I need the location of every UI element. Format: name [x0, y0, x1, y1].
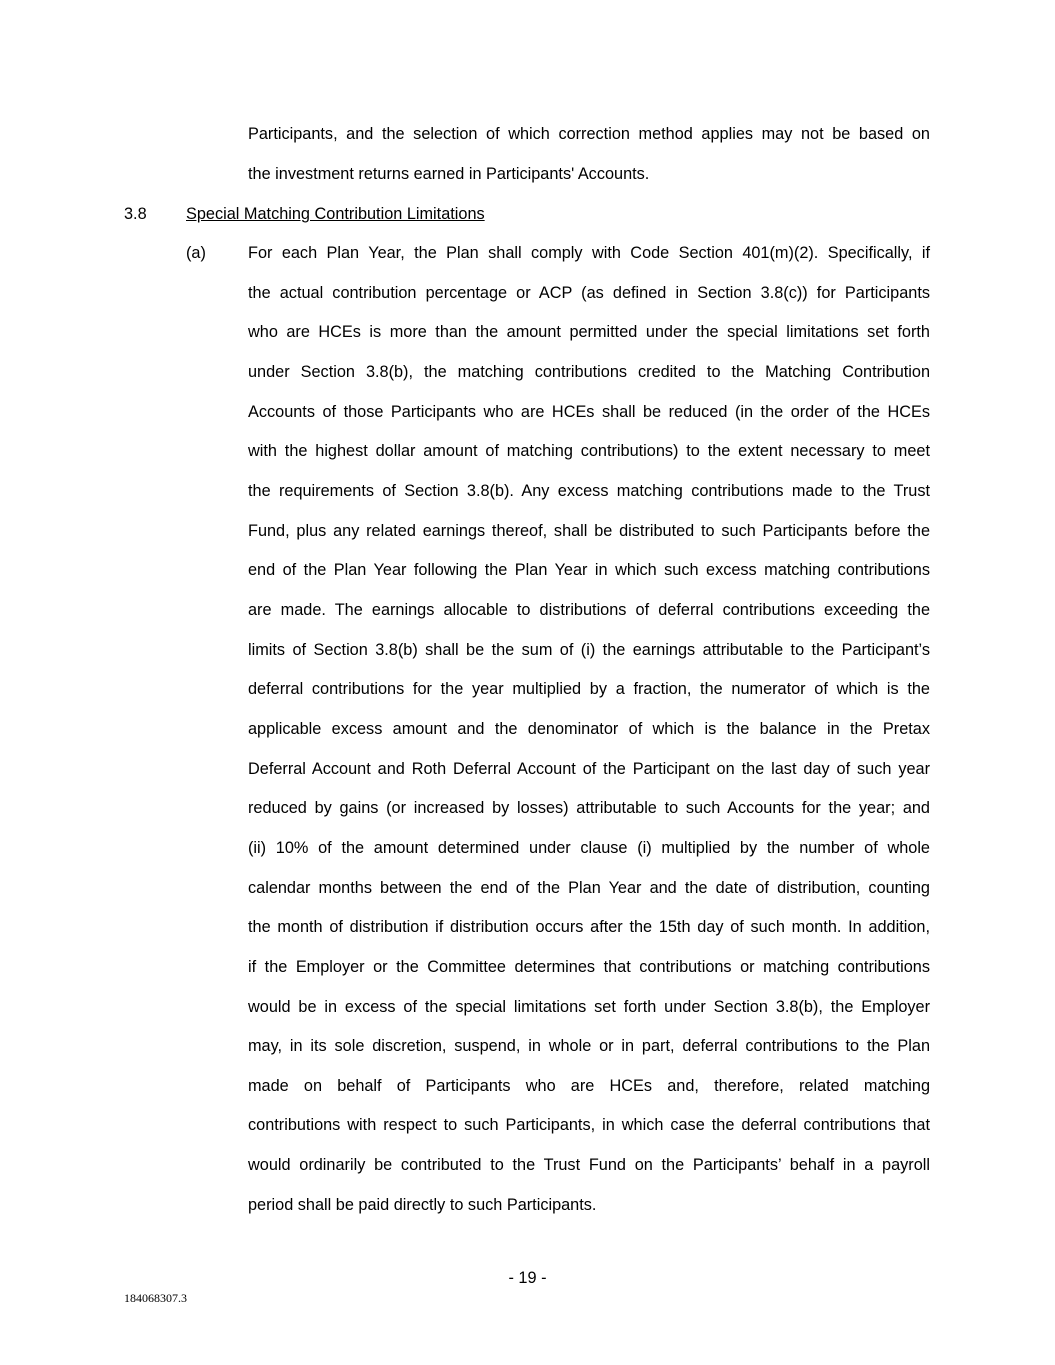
body-line: Deferral Account and Roth Deferral Account of the Participant on the last day of such year: [248, 760, 930, 778]
body-line: the actual contribution percentage or ACP (as defined in Section 3.8(c)) for Participants: [248, 284, 930, 302]
continuation-line-1: Participants, and the selection of which correction method applies may not be based on: [248, 125, 930, 143]
subsection-label: (a): [186, 244, 206, 262]
body-line: would ordinarily be contributed to the Trust Fund on the Participants’ behalf in a payroll: [248, 1156, 930, 1174]
body-line: with the highest dollar amount of matching contributions) to the extent necessary to meet: [248, 442, 930, 460]
document-id: 184068307.3: [124, 1291, 187, 1305]
section-title: Special Matching Contribution Limitations: [186, 205, 485, 223]
body-line: limits of Section 3.8(b) shall be the sum of (i) the earnings attributable to the Participant’s: [248, 641, 930, 659]
body-line: would be in excess of the special limitations set forth under Section 3.8(b), the Employer: [248, 998, 930, 1016]
body-line: Fund, plus any related earnings thereof, shall be distributed to such Participants before the: [248, 522, 930, 540]
section-number: 3.8: [124, 205, 147, 223]
body-line: if the Employer or the Committee determines that contributions or matching contributions: [248, 958, 930, 976]
body-line: are made. The earnings allocable to distributions of deferral contributions exceeding the: [248, 601, 930, 619]
continuation-line-2: the investment returns earned in Participants' Accounts.: [248, 165, 650, 183]
body-line: deferral contributions for the year multiplied by a fraction, the numerator of which is the: [248, 680, 930, 698]
body-line: calendar months between the end of the Plan Year and the date of distribution, counting: [248, 879, 930, 897]
body-line: made on behalf of Participants who are HCEs and, therefore, related matching: [248, 1077, 930, 1095]
body-line-last: period shall be paid directly to such Participants.: [248, 1196, 597, 1214]
page-number: - 19 -: [508, 1269, 547, 1287]
body-line: who are HCEs is more than the amount permitted under the special limitations set forth: [248, 323, 930, 341]
body-line: the month of distribution if distribution occurs after the 15th day of such month. In addition,: [248, 918, 930, 936]
body-line: contributions with respect to such Participants, in which case the deferral contributions that: [248, 1116, 930, 1134]
body-line: the requirements of Section 3.8(b). Any excess matching contributions made to the Trust: [248, 482, 930, 500]
body-line: reduced by gains (or increased by losses) attributable to such Accounts for the year; and: [248, 799, 930, 817]
body-line: Accounts of those Participants who are HCEs shall be reduced (in the order of the HCEs: [248, 403, 930, 421]
body-line: end of the Plan Year following the Plan Year in which such excess matching contributions: [248, 561, 930, 579]
body-line: applicable excess amount and the denominator of which is the balance in the Pretax: [248, 720, 930, 738]
body-line: may, in its sole discretion, suspend, in whole or in part, deferral contributions to the Plan: [248, 1037, 930, 1055]
body-line: For each Plan Year, the Plan shall comply with Code Section 401(m)(2). Specifically, if: [248, 244, 930, 262]
body-line: (ii) 10% of the amount determined under clause (i) multiplied by the number of whole: [248, 839, 930, 857]
body-line: under Section 3.8(b), the matching contributions credited to the Matching Contribution: [248, 363, 930, 381]
